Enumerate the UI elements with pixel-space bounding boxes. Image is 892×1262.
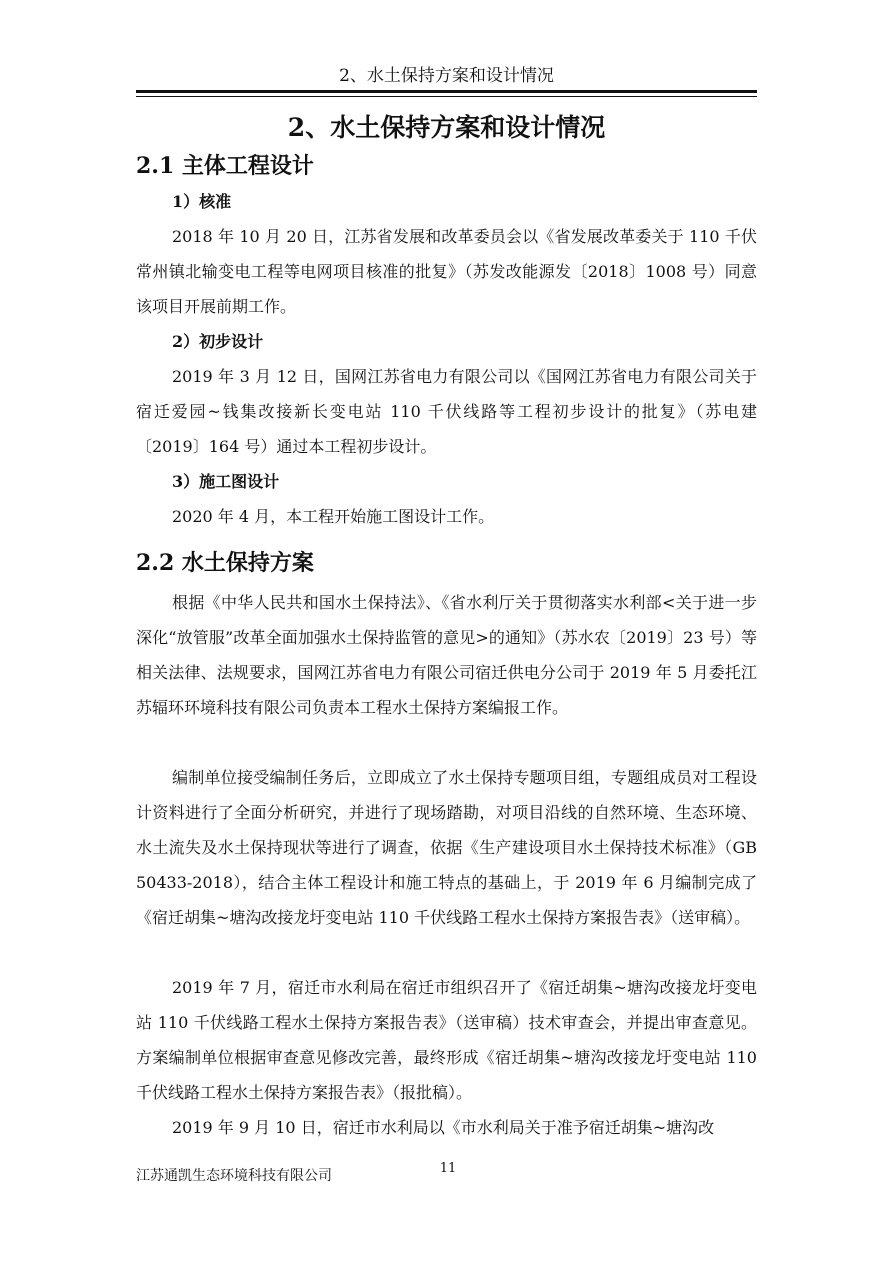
header-rule-thin [136,96,757,97]
footer-company: 江苏通凯生态环境科技有限公司 [136,1168,332,1184]
section-title-2-1: 2.1 主体工程设计 [136,153,314,179]
paragraph-preliminary-design: 2019 年 3 月 12 日，国网江苏省电力有限公司以《国网江苏省电力有限公司关于宿迁爱园~钱集改接新长变电站 110 千伏线路等工程初步设计的批复》（苏电建〔2019〕164 号）通过本工程初步设计。 [136,367,757,456]
chapter-title: 2、水土保持方案和设计情况 [287,113,606,142]
subsection-title-construction-drawing: 3）施工图设计 [172,472,280,491]
section-title-2-2: 2.2 水土保持方案 [136,550,314,576]
paragraph-plan-basis: 根据《中华人民共和国水土保持法》、《省水利厅关于贯彻落实水利部<关于进一步深化“放管服”改革全面加强水土保持监管的意见>的通知》（苏水农〔2019〕23 号）等相关法律、法规要求，国网江苏省电力有限公司宿迁供电分公司于 2019 年 5 月委托江苏辐环环境科技有限公司负责本工程水土保持方案编报工作。 [136,593,757,717]
paragraph-plan-preparation: 编制单位接受编制任务后，立即成立了水土保持专题项目组，专题组成员对工程设计资料进行了全面分析研究，并进行了现场踏勘，对项目沿线的自然环境、生态环境、水土流失及水土保持现状等进行了调查，依据《生产建设项目水土保持技术标准》（GB 50433-2018），结合主体工程设计和施工特点的基础上，于 2019 年 6 月编制完成了《宿迁胡集~塘沟改接龙圩变电站 110 千伏线路工程水土保持方案报告表》（送审稿）。 [136,768,757,927]
paragraph-construction-drawing: 2020 年 4 月，本工程开始施工图设计工作。 [172,507,495,526]
paragraph-approval: 2018 年 10 月 20 日，江苏省发展和改革委员会以《省发展改革委关于 110 千伏常州镇北输变电工程等电网项目核准的批复》（苏发改能源发〔2018〕1008 号）同意该项目开展前期工作。 [136,227,757,316]
running-header: 2、水土保持方案和设计情况 [339,66,554,86]
paragraph-plan-approval: 2019 年 9 月 10 日，宿迁市水利局以《市水利局关于准予宿迁胡集~塘沟改 [172,1118,715,1137]
page-number: 11 [439,1161,457,1176]
subsection-title-preliminary-design: 2）初步设计 [172,332,264,351]
header-rule-thick [136,90,757,93]
paragraph-plan-review: 2019 年 7 月，宿迁市水利局在宿迁市组织召开了《宿迁胡集~塘沟改接龙圩变电站 110 千伏线路工程水土保持方案报告表》（送审稿）技术审查会，并提出审查意见。方案编制单位根据审查意见修改完善，最终形成《宿迁胡集~塘沟改接龙圩变电站 110 千伏线路工程水土保持方案报告表》（报批稿）。 [136,978,757,1102]
subsection-title-approval: 1）核准 [172,192,232,211]
